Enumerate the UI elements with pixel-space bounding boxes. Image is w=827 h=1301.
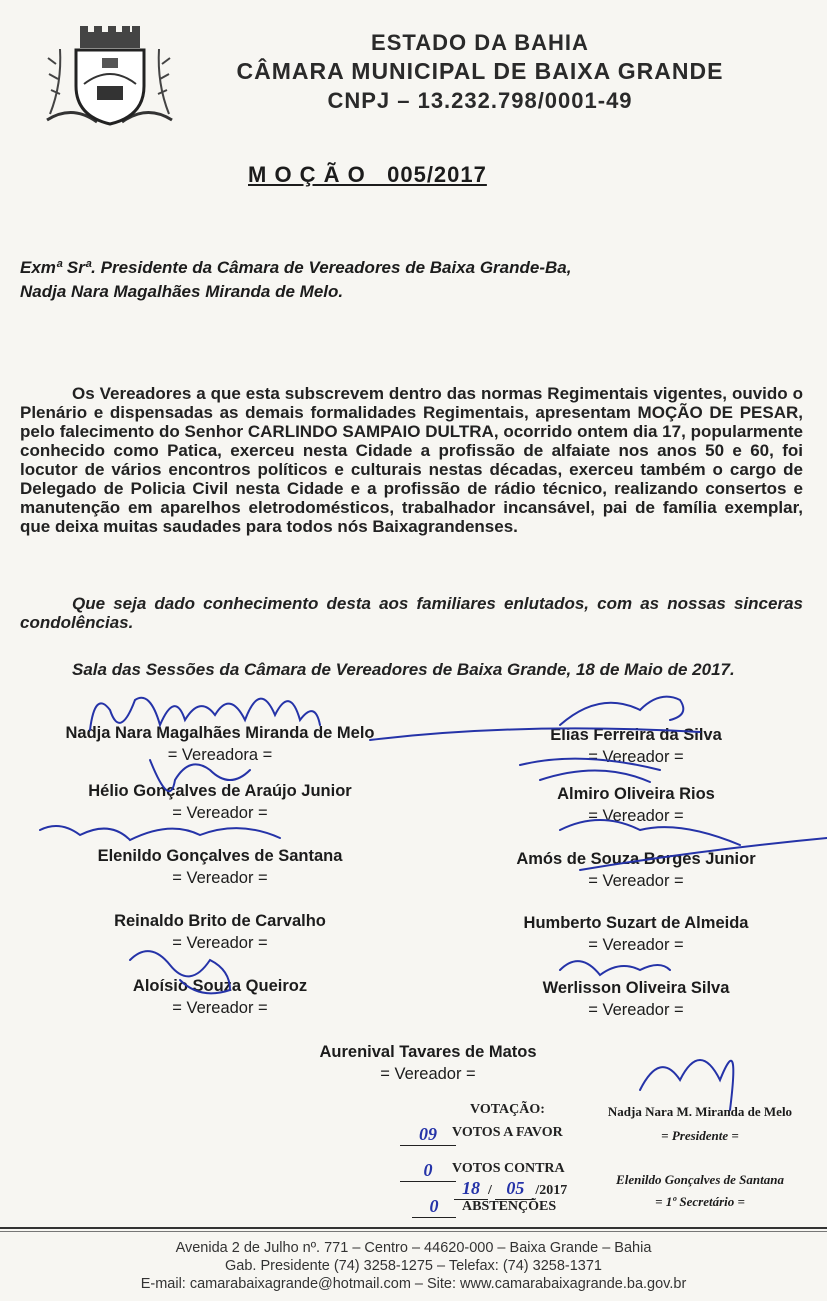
footer-divider xyxy=(0,1227,827,1229)
signatory-name: Elias Ferreira da Silva xyxy=(550,726,722,744)
secretary-name: Elenildo Gonçalves de Santana xyxy=(616,1172,784,1187)
signatory-role: = Vereador = xyxy=(588,748,684,766)
signatory-name: Humberto Suzart de Almeida xyxy=(523,914,749,932)
president-name: Nadja Nara M. Miranda de Melo xyxy=(607,1104,793,1119)
header-chamber: CÂMARA MUNICIPAL DE BAIXA GRANDE xyxy=(236,58,724,84)
voting-date: 18 / 05 /2017 xyxy=(454,1178,574,1200)
footer-address: Avenida 2 de Julho nº. 771 – Centro – 44620-000 – Baixa Grande – Bahia xyxy=(175,1240,652,1256)
voting-title: VOTAÇÃO: xyxy=(470,1102,545,1117)
addressee xyxy=(20,256,571,304)
signatory-block xyxy=(30,780,410,824)
signatory-role: = Vereador = xyxy=(172,934,268,952)
signatory-block xyxy=(446,783,826,827)
signatory-block xyxy=(446,912,826,956)
addressee-line-2: Nadja Nara Magalhães Miranda de Melo. xyxy=(20,282,344,301)
signatory-role: = Vereador = xyxy=(588,1001,684,1019)
footer-phones: Gab. Presidente (74) 3258-1275 – Telefax: (74) 3258-1371 xyxy=(225,1258,602,1274)
signatory-block xyxy=(446,977,826,1021)
header-cnpj: CNPJ – 13.232.798/0001-49 xyxy=(327,88,633,113)
signatory-name: Werlisson Oliveira Silva xyxy=(542,979,730,997)
municipal-crest-logo xyxy=(42,24,177,132)
signatory-role: = Vereador = xyxy=(588,872,684,890)
president-role: = Presidente = xyxy=(661,1128,739,1143)
signatory-name: Amós de Souza Borges Junior xyxy=(516,850,756,868)
footer-divider-thin xyxy=(0,1231,827,1232)
signatory-block xyxy=(30,845,410,889)
date-day: 18 xyxy=(454,1178,488,1200)
date-month: 05 xyxy=(495,1178,535,1200)
signatory-name: Aurenival Tavares de Matos xyxy=(319,1043,537,1061)
signatory-role: = Vereador = xyxy=(172,804,268,822)
signatory-name: Aloísio Souza Queiroz xyxy=(132,977,308,995)
signatory-block xyxy=(446,848,826,892)
votes-contra-label: VOTOS CONTRA xyxy=(452,1161,565,1176)
abstentions-label: ABSTENÇÕES xyxy=(462,1199,557,1214)
signatory-name: Nadja Nara Magalhães Miranda de Melo xyxy=(65,724,375,742)
body-paragraph-3: Sala das Sessões da Câmara de Vereadores de Baixa Grande, 18 de Maio de 2017. xyxy=(72,660,735,679)
votes-favor-label: VOTOS A FAVOR xyxy=(452,1125,563,1140)
signatory-role: = Vereador = xyxy=(588,807,684,825)
signatory-block xyxy=(446,724,826,768)
votes-contra-count: 0 xyxy=(423,1160,433,1180)
footer-contact: E-mail: camarabaixagrande@hotmail.com – Site: www.camarabaixagrande.ba.gov.br xyxy=(140,1276,687,1292)
signatory-role: = Vereador = xyxy=(172,999,268,1017)
signatory-block xyxy=(30,722,410,766)
signatory-name: Hélio Gonçalves de Araújo Junior xyxy=(88,782,352,800)
body-paragraph-2: Que seja dado conhecimento desta aos familiares enlutados, com as nossas sinceras condolências. xyxy=(20,594,803,632)
header-state: ESTADO DA BAHIA xyxy=(371,30,589,55)
addressee-line-1: Exmª Srª. Presidente da Câmara de Vereadores de Baixa Grande-Ba, xyxy=(20,258,572,277)
abstentions-count: 0 xyxy=(429,1196,439,1216)
secretary-role: = 1º Secretário = xyxy=(655,1194,745,1209)
signatory-name: Elenildo Gonçalves de Santana xyxy=(97,847,343,865)
signatory-block xyxy=(30,910,410,954)
signatory-role: = Vereador = xyxy=(380,1065,476,1083)
signatory-role: = Vereadora = xyxy=(167,746,273,764)
date-year: /2017 xyxy=(535,1183,568,1198)
signatory-block xyxy=(238,1041,618,1085)
signatory-name: Reinaldo Brito de Carvalho xyxy=(114,912,326,930)
signatory-role: = Vereador = xyxy=(588,936,684,954)
president-stamp xyxy=(595,1104,805,1144)
signatory-role: = Vereador = xyxy=(172,869,268,887)
signatory-name: Almiro Oliveira Rios xyxy=(557,785,715,803)
body-paragraph-1: Os Vereadores a que esta subscrevem dentro das normas Regimentais vigentes, ouvido o Plenário e dispensadas as demais formalidades Regimentais, apresentam MOÇÃO DE PESAR, pelo falecimento do Senhor CARLINDO SAMPAIO DULTRA, ocorrido ontem dia 17, popularmente conhecido como Patica, exerceu nesta Cidade a profissão de alfaiate nos anos 50 e 60, foi locutor de vários encontros políticos e culturais nestas décadas, exerceu também o cargo de Delegado de Policia Civil nesta Cidade e a profissão de rádio técnico, realizando consertos e manutenção em aparelhos eletrodomésticos, trabalhador incansável, pai de família exemplar, que deixa muitas saudades para todos nós Baixagrandenses. xyxy=(20,384,803,536)
signatory-block xyxy=(30,975,410,1019)
document-title: M O Ç Ã O 005/2017 xyxy=(248,162,487,187)
secretary-stamp xyxy=(600,1172,800,1210)
votes-favor-count: 09 xyxy=(419,1124,437,1144)
